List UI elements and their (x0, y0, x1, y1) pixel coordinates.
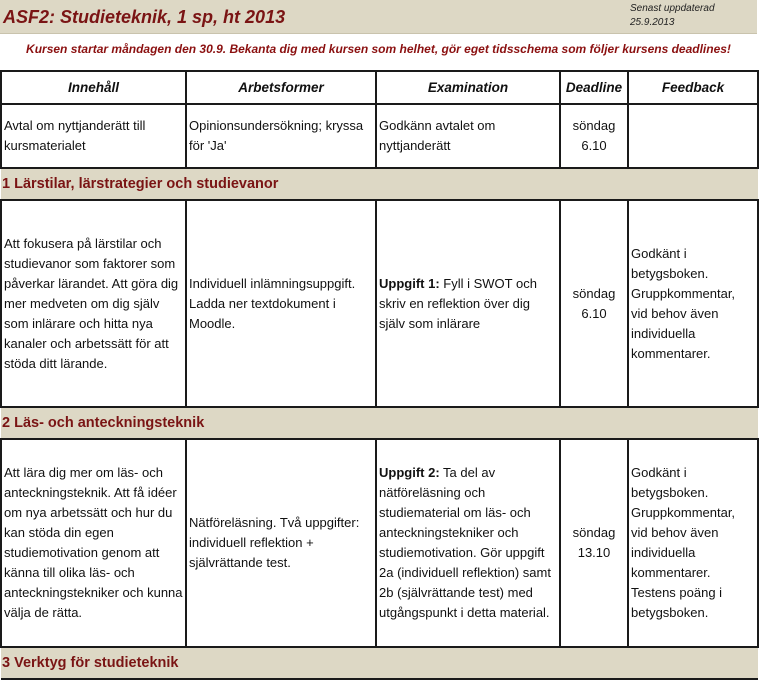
cell-feedback (628, 104, 758, 168)
exam-task-label: Uppgift 1: (379, 275, 440, 291)
section-heading-row (1, 647, 758, 679)
cell-content: Att lära dig mer om läs- och anteckningsteknik. Att få idéer om nya arbetssätt och hur du kan stöda din egen studiemotivation genom att känna till olika läs- och anteckningstekniker och kunna välja de rätta. (1, 439, 186, 647)
page-title: ASF2: Studieteknik, 1 sp, ht 2013 (3, 7, 286, 27)
cell-content: Att fokusera på lärstilar och studievanor som faktorer som påverkar lärandet. Att göra dig mer medveten om dig själv som inlärare och hitta nya kanaler och arbetssätt för att stöda ditt lärande. (1, 200, 186, 407)
table-row (1, 104, 758, 168)
last-updated-date: 25.9.2013 (630, 17, 675, 28)
course-notice: Kursen startar måndagen den 30.9. Bekanta dig med kursen som helhet, gör eget tidsschema som följer kursens deadlines! (26, 42, 731, 56)
column-header-methods: Arbetsformer (186, 71, 376, 104)
cell-methods: Nätföreläsning. Två uppgifter: individuell reflektion + självrättande test. (186, 439, 376, 647)
column-header-deadline: Deadline (560, 71, 628, 104)
title-bar (0, 0, 757, 34)
cell-deadline (560, 439, 628, 647)
exam-task-text: Ta del av nätföreläsning och studiematerial om läs- och anteckningstekniker och studiemotivation. Gör uppgift 2a (individuell reflektion) samt 2b (självrättande test) med utgångspunkt i detta material. (379, 465, 551, 620)
exam-task-text: Fyll i SWOT och skriv en reflektion över dig själv som inlärare (379, 275, 537, 331)
deadline-day: söndag (572, 285, 616, 301)
column-header-feedback: Feedback (628, 71, 758, 104)
cell-deadline (560, 104, 628, 168)
deadline-day: söndag (572, 118, 616, 133)
last-updated-label: Senast uppdaterad (630, 3, 715, 14)
deadline-date: 6.10 (581, 305, 607, 321)
deadline-date: 13.10 (577, 545, 611, 560)
cell-feedback: Godkänt i betygsboken. Gruppkommentar, vid behov även individuella kommentarer. Testens poäng i betygsboken. (628, 439, 758, 647)
cell-feedback: Godkänt i betygsboken. Gruppkommentar, vid behov även individuella kommentarer. (628, 200, 758, 407)
cell-exam (376, 439, 560, 647)
course-schedule-table (0, 70, 759, 680)
cell-methods: Opinionsundersökning; kryssa för 'Ja' (186, 104, 376, 168)
cell-methods: Individuell inlämningsuppgift. Ladda ner textdokument i Moodle. (186, 200, 376, 407)
section-title: 1 Lärstilar, lärstrategier och studievanor (1, 168, 758, 200)
deadline-day: söndag (572, 525, 616, 540)
cell-content: Avtal om nyttjanderätt till kursmaterialet (1, 104, 186, 168)
section-heading-row (1, 407, 758, 439)
section-title: 3 Verktyg för studieteknik (1, 647, 758, 679)
table-row (1, 200, 758, 407)
column-header-exam: Examination (376, 71, 560, 104)
last-updated (630, 2, 715, 30)
table-header-row (1, 71, 758, 104)
table-row (1, 439, 758, 647)
cell-exam: Godkänn avtalet om nyttjanderätt (376, 104, 560, 168)
cell-exam (376, 200, 560, 407)
cell-deadline (560, 200, 628, 407)
deadline-date: 6.10 (581, 138, 607, 153)
section-heading-row (1, 168, 758, 200)
section-title: 2 Läs- och anteckningsteknik (1, 407, 758, 439)
column-header-content: Innehåll (1, 71, 186, 104)
exam-task-label: Uppgift 2: (379, 465, 440, 480)
